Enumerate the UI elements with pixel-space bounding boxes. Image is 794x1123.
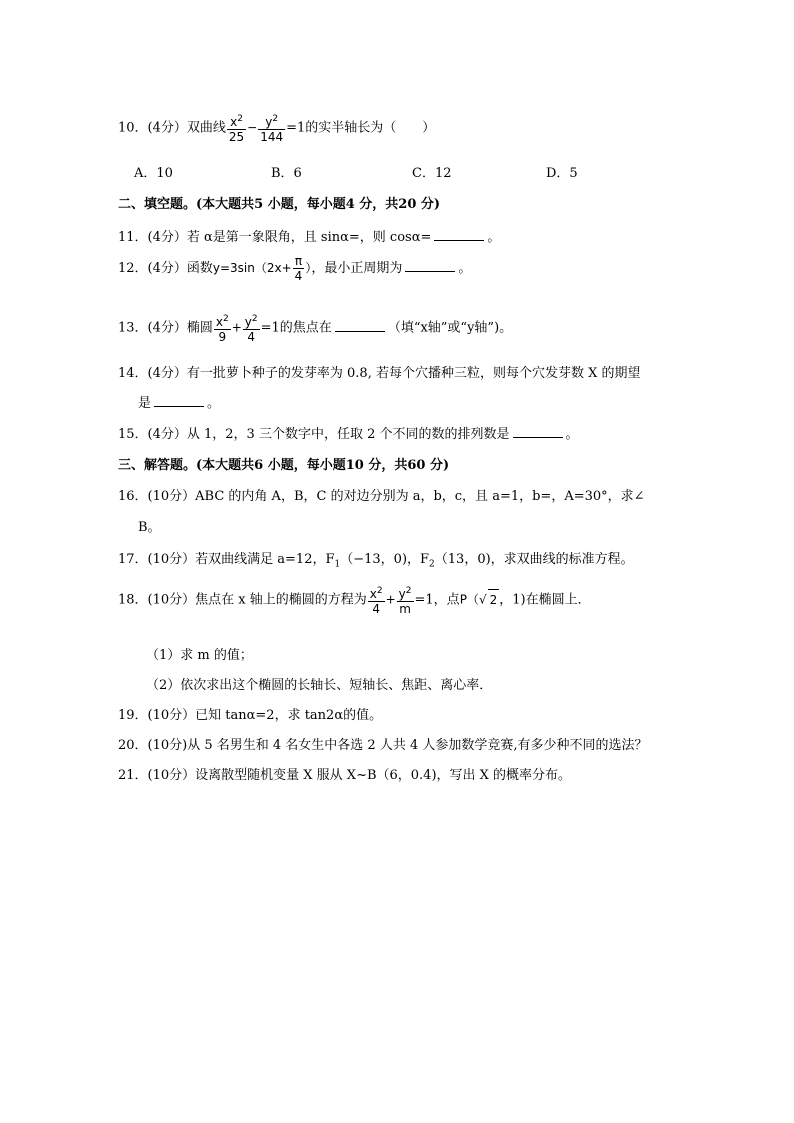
question-13: 13．(4分）椭圆 $\frac{x^2}{9}$ + $\frac{y^2}{4}$ =1的焦点在 （填“x轴”或“y轴”)。 [118,314,513,344]
q10-fraction-x: $\frac{x^2}{25}$ [228,114,245,144]
q10-option-b: B．6 [271,166,302,181]
question-11: 11．(4分）若 α是第一象限角，且 sinα=，则 cosα= 。 [118,230,501,245]
question-19: 19．(10分）已知 tanα=2，求 tan2α的值。 [118,708,383,723]
question-20: 20．(10分)从 5 名男生和 4 名女生中各选 2 人共 4 人参加数学竞赛,有多少种不同的选法？ [118,738,648,753]
question-21: 21．(10分）设离散型随机变量 X 服从 X~B（6，0.4)，写出 X 的概率分布。 [118,768,572,783]
q18-fraction-x: $\frac{x^2}{4}$ [369,586,383,616]
q10-option-a: A．10 [134,166,173,181]
question-17: 17．(10分）若双曲线满足 a=12，$F_1(-13$，0)，$F_2(13$，0)，求双曲线的标准方程。 [118,552,634,570]
question-14-cont: 是 。 [138,396,221,411]
q13-fraction-y: $\frac{y^2}{4}$ [244,314,258,344]
q13-blank [335,319,385,332]
question-14: 14．(4分）有一批萝卜种子的发芽率为 0.8, 若每个穴播种三粒，则每个穴发芽数 X 的期望 [118,366,641,381]
question-15: 15．(4分）从 1，2，3 三个数字中，任取 2 个不同的数的排列数是 。 [118,427,579,442]
q12-blank [405,259,455,272]
section-2-heading: 二、填空题。(本大题共5 小题，每小题4 分，共20 分) [118,197,441,212]
q10-fraction-y: $\frac{y^2}{144}$ [260,114,284,144]
question-16: 16．(10分）ABC 的内角 A，B，C 的对边分别为 a，b，c，且 a=1，b=，A=30°，求∠ [118,489,645,504]
question-18-part-2: （2）依次求出这个椭圆的长轴长、短轴长、焦距、离心率． [146,678,493,693]
q10-option-d: D．5 [546,166,578,181]
question-10: 10．(4分）双曲线 $\frac{x^2}{25}$ − $\frac{y^2}{144}$ =1的实半轴长为（ ） [118,114,436,144]
q18-fraction-y: $\frac{y^2}{m}$ [398,586,412,616]
q13-fraction-x: $\frac{x^2}{9}$ [215,314,229,344]
q10-prefix: 10．(4分）双曲线 [118,120,226,136]
question-12: 12．(4分）函数y=3sin（2x+ $\frac{\pi}{4}$ ），最小正周期为 。 [118,254,472,283]
q14-blank [154,394,204,407]
q11-blank [434,228,484,241]
q10-option-c: C．12 [412,166,452,181]
question-18: 18．(10分）焦点在 x 轴上的椭圆的方程为 $\frac{x^2}{4}$ + $\frac{y^2}{m}$ =1，点P（√ 2 ，1)在椭圆上． [118,586,591,616]
q12-fraction-pi: $\frac{\pi}{4}$ [294,254,303,283]
question-18-part-1: （1）求 m 的值； [146,648,253,663]
question-16-cont: B。 [138,520,161,535]
sqrt-symbol: √ [478,592,487,607]
q15-blank [513,425,563,438]
q10-suffix: =1的实半轴长为（ ） [286,120,436,136]
section-3-heading: 三、解答题。(本大题共6 小题，每小题10 分，共60 分) [118,458,450,473]
